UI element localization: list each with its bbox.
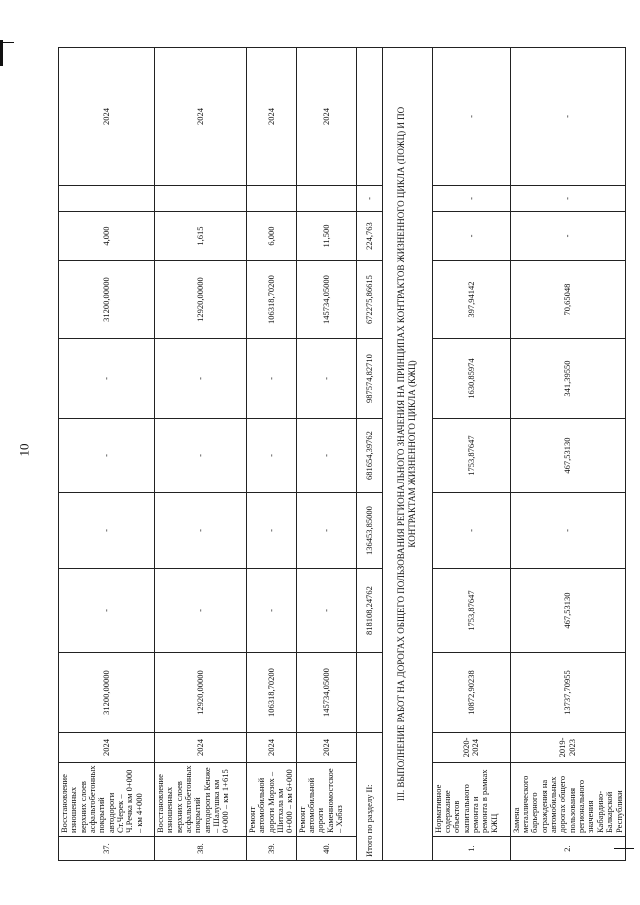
value-cell: 13737,70955 xyxy=(510,653,625,733)
value-cell: 70,65048 xyxy=(510,261,625,339)
year-cell: 2024 xyxy=(155,48,247,186)
edge-mark xyxy=(0,40,3,66)
total-label: Итого по разделу II: xyxy=(356,733,382,861)
table-row xyxy=(59,48,155,861)
rotated-table-container xyxy=(58,48,624,861)
value-cell: 10872,90238 xyxy=(432,653,510,733)
row-number: 40. xyxy=(296,837,356,861)
value-cell: 145734,05000 xyxy=(296,261,356,339)
value-cell: 4,000 xyxy=(59,212,155,261)
works-table xyxy=(58,47,626,861)
value-cell xyxy=(356,653,382,733)
value-cell: 106318,70200 xyxy=(247,261,297,339)
value-cell: - xyxy=(296,569,356,653)
object-name: Замена металлического барьерного ограждения на автомобильных дорогах общего пользования регионального значения Кабардино-Балкарской Республики xyxy=(510,763,625,837)
value-cell: - xyxy=(59,339,155,419)
total-row xyxy=(356,48,382,861)
value-cell: - xyxy=(155,569,247,653)
table-row xyxy=(247,48,297,861)
value-cell: 818108,24762 xyxy=(356,569,382,653)
value-cell: - xyxy=(296,339,356,419)
value-cell: - xyxy=(247,569,297,653)
year-cell: 2024 xyxy=(296,48,356,186)
period-cell: 2024 xyxy=(296,733,356,763)
value-cell: 1753,87647 xyxy=(432,419,510,493)
value-cell: 11,500 xyxy=(296,212,356,261)
value-cell: - xyxy=(247,339,297,419)
value-cell: - xyxy=(155,419,247,493)
value-cell: - xyxy=(356,186,382,212)
value-cell: 672275,86615 xyxy=(356,261,382,339)
year-cell: 2024 xyxy=(59,48,155,186)
value-cell: 31200,00000 xyxy=(59,653,155,733)
value-cell: - xyxy=(296,493,356,569)
year-cell: - xyxy=(432,48,510,186)
value-cell xyxy=(59,186,155,212)
value-cell: - xyxy=(247,419,297,493)
value-cell: 224,763 xyxy=(356,212,382,261)
table-row xyxy=(296,48,356,861)
value-cell: 681654,39762 xyxy=(356,419,382,493)
year-cell: 2024 xyxy=(247,48,297,186)
value-cell: 145734,05000 xyxy=(296,653,356,733)
value-cell: - xyxy=(432,186,510,212)
value-cell: 1,615 xyxy=(155,212,247,261)
section-title: III. ВЫПОЛНЕНИЕ РАБОТ НА ДОРОГАХ ОБЩЕГО ПОЛЬЗОВАНИЯ РЕГИОНАЛЬНОГО ЗНАЧЕНИЯ НА ПРИНЦИПАХ КОНТРАКТОВ ЖИЗНЕННОГО ЦИКЛА (ПОЖЦ) И ПО КОНТРАКТАМ ЖИЗНЕННОГО ЦИКЛА (КЖЦ) xyxy=(382,48,432,861)
object-name: Восстановление изношенных верхних слоев асфальтобетонных покрытий автодороги Ст.Черек – Ч.Речка км 0+000 – км 4+000 xyxy=(59,763,155,837)
object-name: Ремонт автомобильной дороги Каменномостское – Хабаз xyxy=(296,763,356,837)
object-name: Ремонт автомобильной дороги Морзох – Шитхала км 0+000 – км 6+000 xyxy=(247,763,297,837)
value-cell: - xyxy=(296,419,356,493)
object-name: Восстановление изношенных верхних слоев асфальтобетонных покрытий автодороги Кенже – Шалушка км 0+000 – км 1+615 xyxy=(155,763,247,837)
table-row xyxy=(155,48,247,861)
value-cell: 106318,70200 xyxy=(247,653,297,733)
value-cell: 341,39550 xyxy=(510,339,625,419)
value-cell: - xyxy=(59,569,155,653)
period-cell: 2020-2024 xyxy=(432,733,510,763)
value-cell: 987574,82710 xyxy=(356,339,382,419)
row-number: 37. xyxy=(59,837,155,861)
value-cell: 467,53130 xyxy=(510,569,625,653)
value-cell: 6,000 xyxy=(247,212,297,261)
value-cell: 136453,85000 xyxy=(356,493,382,569)
value-cell: - xyxy=(510,212,625,261)
value-cell: 467,53130 xyxy=(510,419,625,493)
value-cell: - xyxy=(59,493,155,569)
value-cell: - xyxy=(155,339,247,419)
value-cell: - xyxy=(510,186,625,212)
value-cell: 12920,00000 xyxy=(155,261,247,339)
row-number: 1. xyxy=(432,837,510,861)
value-cell: - xyxy=(247,493,297,569)
period-cell: 2024 xyxy=(155,733,247,763)
value-cell: - xyxy=(432,493,510,569)
value-cell: - xyxy=(432,212,510,261)
value-cell: 31200,00000 xyxy=(59,261,155,339)
row-number: 39. xyxy=(247,837,297,861)
value-cell: 12920,00000 xyxy=(155,653,247,733)
value-cell xyxy=(296,186,356,212)
year-cell: - xyxy=(510,48,625,186)
object-name: Нормативное содержание объектов капитального ремонта и ремонта в рамках КЖЦ xyxy=(432,763,510,837)
row-number: 38. xyxy=(155,837,247,861)
year-cell xyxy=(356,48,382,186)
value-cell: 1630,85974 xyxy=(432,339,510,419)
table-row xyxy=(432,48,510,861)
page-number: 10 xyxy=(16,443,32,457)
value-cell xyxy=(247,186,297,212)
value-cell: 1753,87647 xyxy=(432,569,510,653)
table-row xyxy=(510,48,625,861)
value-cell xyxy=(155,186,247,212)
edge-mark xyxy=(0,42,14,43)
row-number: 2. xyxy=(510,837,625,861)
rotated-table-area xyxy=(58,48,624,861)
value-cell: - xyxy=(510,493,625,569)
period-cell: 2019-2023 xyxy=(510,733,625,763)
value-cell: 397,94142 xyxy=(432,261,510,339)
value-cell: - xyxy=(59,419,155,493)
section-header-row xyxy=(382,48,432,861)
period-cell: 2024 xyxy=(247,733,297,763)
period-cell: 2024 xyxy=(59,733,155,763)
value-cell: - xyxy=(155,493,247,569)
